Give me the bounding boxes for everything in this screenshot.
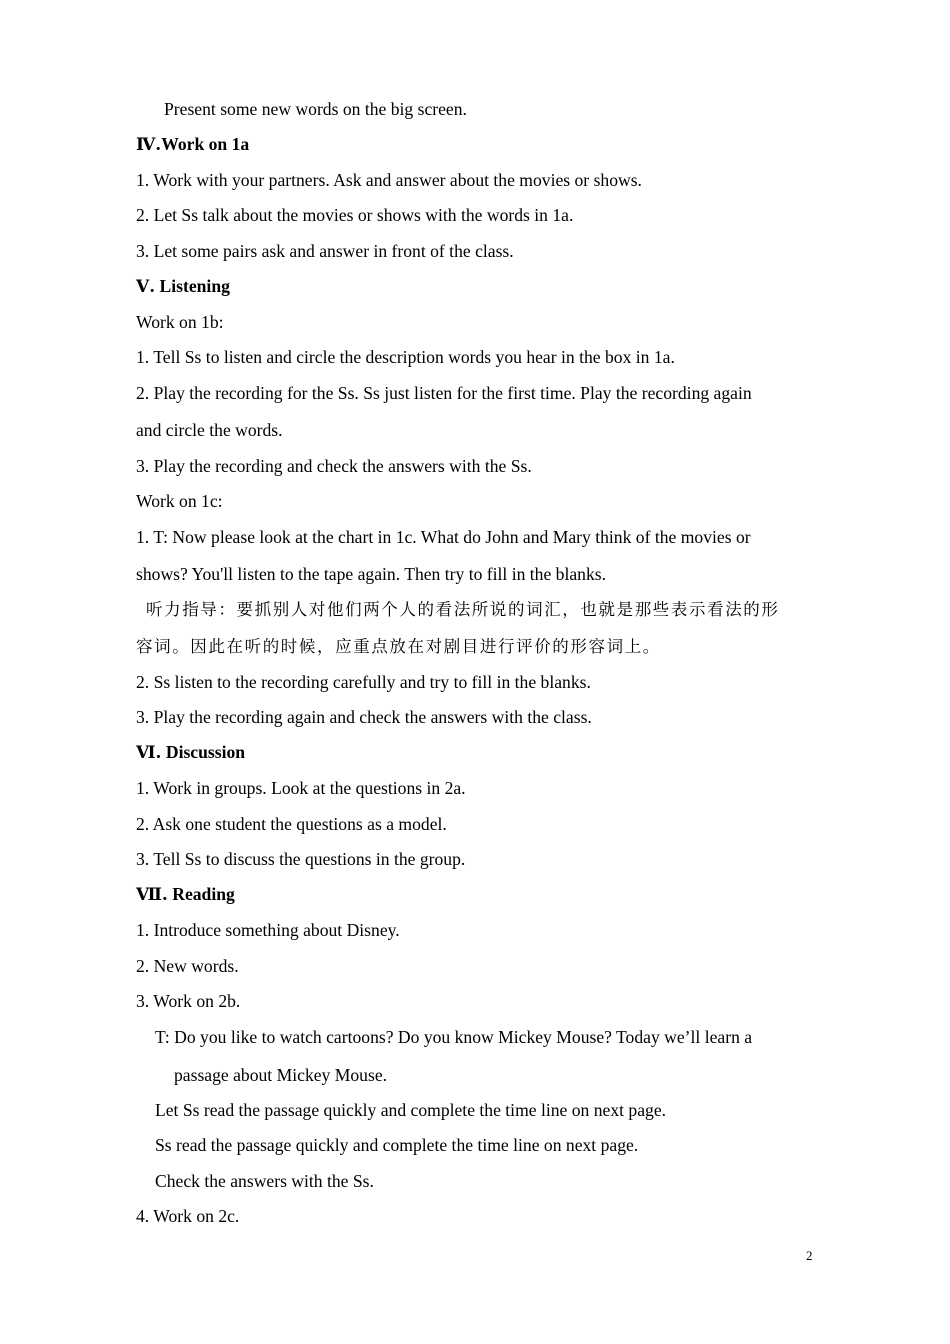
section-heading-reading	[136, 883, 235, 906]
list-item: 3. Play the recording and check the answers with the Ss.	[136, 456, 532, 476]
list-item: 3. Play the recording again and check the answers with the class.	[136, 707, 592, 727]
list-item: 1. Tell Ss to listen and circle the description words you hear in the box in 1a.	[136, 347, 675, 367]
list-item: 2. Play the recording for the Ss. Ss just listen for the first time. Play the recording again	[136, 383, 752, 403]
chinese-note: 听力指导：要抓别人对他们两个人的看法所说的词汇，也就是那些表示看法的形	[146, 600, 780, 619]
list-item: 3. Let some pairs ask and answer in front of the class.	[136, 241, 514, 261]
list-item: 1. Introduce something about Disney.	[136, 920, 400, 940]
list-item: 2. Ask one student the questions as a model.	[136, 814, 447, 834]
section-heading-listening	[136, 275, 230, 298]
roman-numeral: Ⅶ.	[136, 885, 168, 905]
intro-line: Present some new words on the big screen.	[164, 99, 467, 119]
reading-step: Ss read the passage quickly and complete the time line on next page.	[155, 1135, 639, 1155]
list-item-continuation: shows? You'll listen to the tape again. Then try to fill in the blanks.	[136, 564, 607, 584]
section-heading-discussion	[136, 741, 245, 764]
section-title: Discussion	[161, 742, 246, 762]
list-item: 3. Tell Ss to discuss the questions in the group.	[136, 849, 466, 869]
chinese-note: 容词。因此在听的时候，应重点放在对剧目进行评价的形容词上。	[136, 637, 661, 656]
list-item: 1. Work in groups. Look at the questions in 2a.	[136, 778, 466, 798]
list-item: 1. T: Now please look at the chart in 1c. What do John and Mary think of the movies or	[136, 527, 751, 547]
roman-numeral: Ⅵ.	[136, 743, 162, 763]
list-item: 1. Work with your partners. Ask and answer about the movies or shows.	[136, 170, 642, 190]
roman-numeral: Ⅴ.	[136, 277, 156, 297]
roman-numeral: Ⅳ.	[136, 135, 162, 155]
section-title: Listening	[155, 276, 230, 296]
reading-step: Let Ss read the passage quickly and complete the time line on next page.	[155, 1100, 667, 1120]
list-item: 3. Work on 2b.	[136, 991, 241, 1011]
reading-step: Check the answers with the Ss.	[155, 1171, 374, 1191]
list-item: 2. Ss listen to the recording carefully and try to fill in the blanks.	[136, 672, 591, 692]
section-title: Work on 1a	[161, 134, 250, 154]
page-number: 2	[806, 1248, 813, 1263]
section-title: Reading	[167, 884, 235, 904]
teacher-dialogue: T: Do you like to watch cartoons? Do you know Mickey Mouse? Today we’ll learn a	[155, 1027, 753, 1047]
list-item: 2. Let Ss talk about the movies or shows with the words in 1a.	[136, 205, 574, 225]
section-heading-work-on-1a	[136, 133, 249, 156]
list-item-continuation: and circle the words.	[136, 420, 283, 440]
subheading: Work on 1c:	[136, 491, 223, 511]
list-item: 2. New words.	[136, 956, 239, 976]
subheading: Work on 1b:	[136, 312, 224, 332]
list-item: 4. Work on 2c.	[136, 1206, 240, 1226]
teacher-dialogue-continuation: passage about Mickey Mouse.	[174, 1065, 388, 1085]
